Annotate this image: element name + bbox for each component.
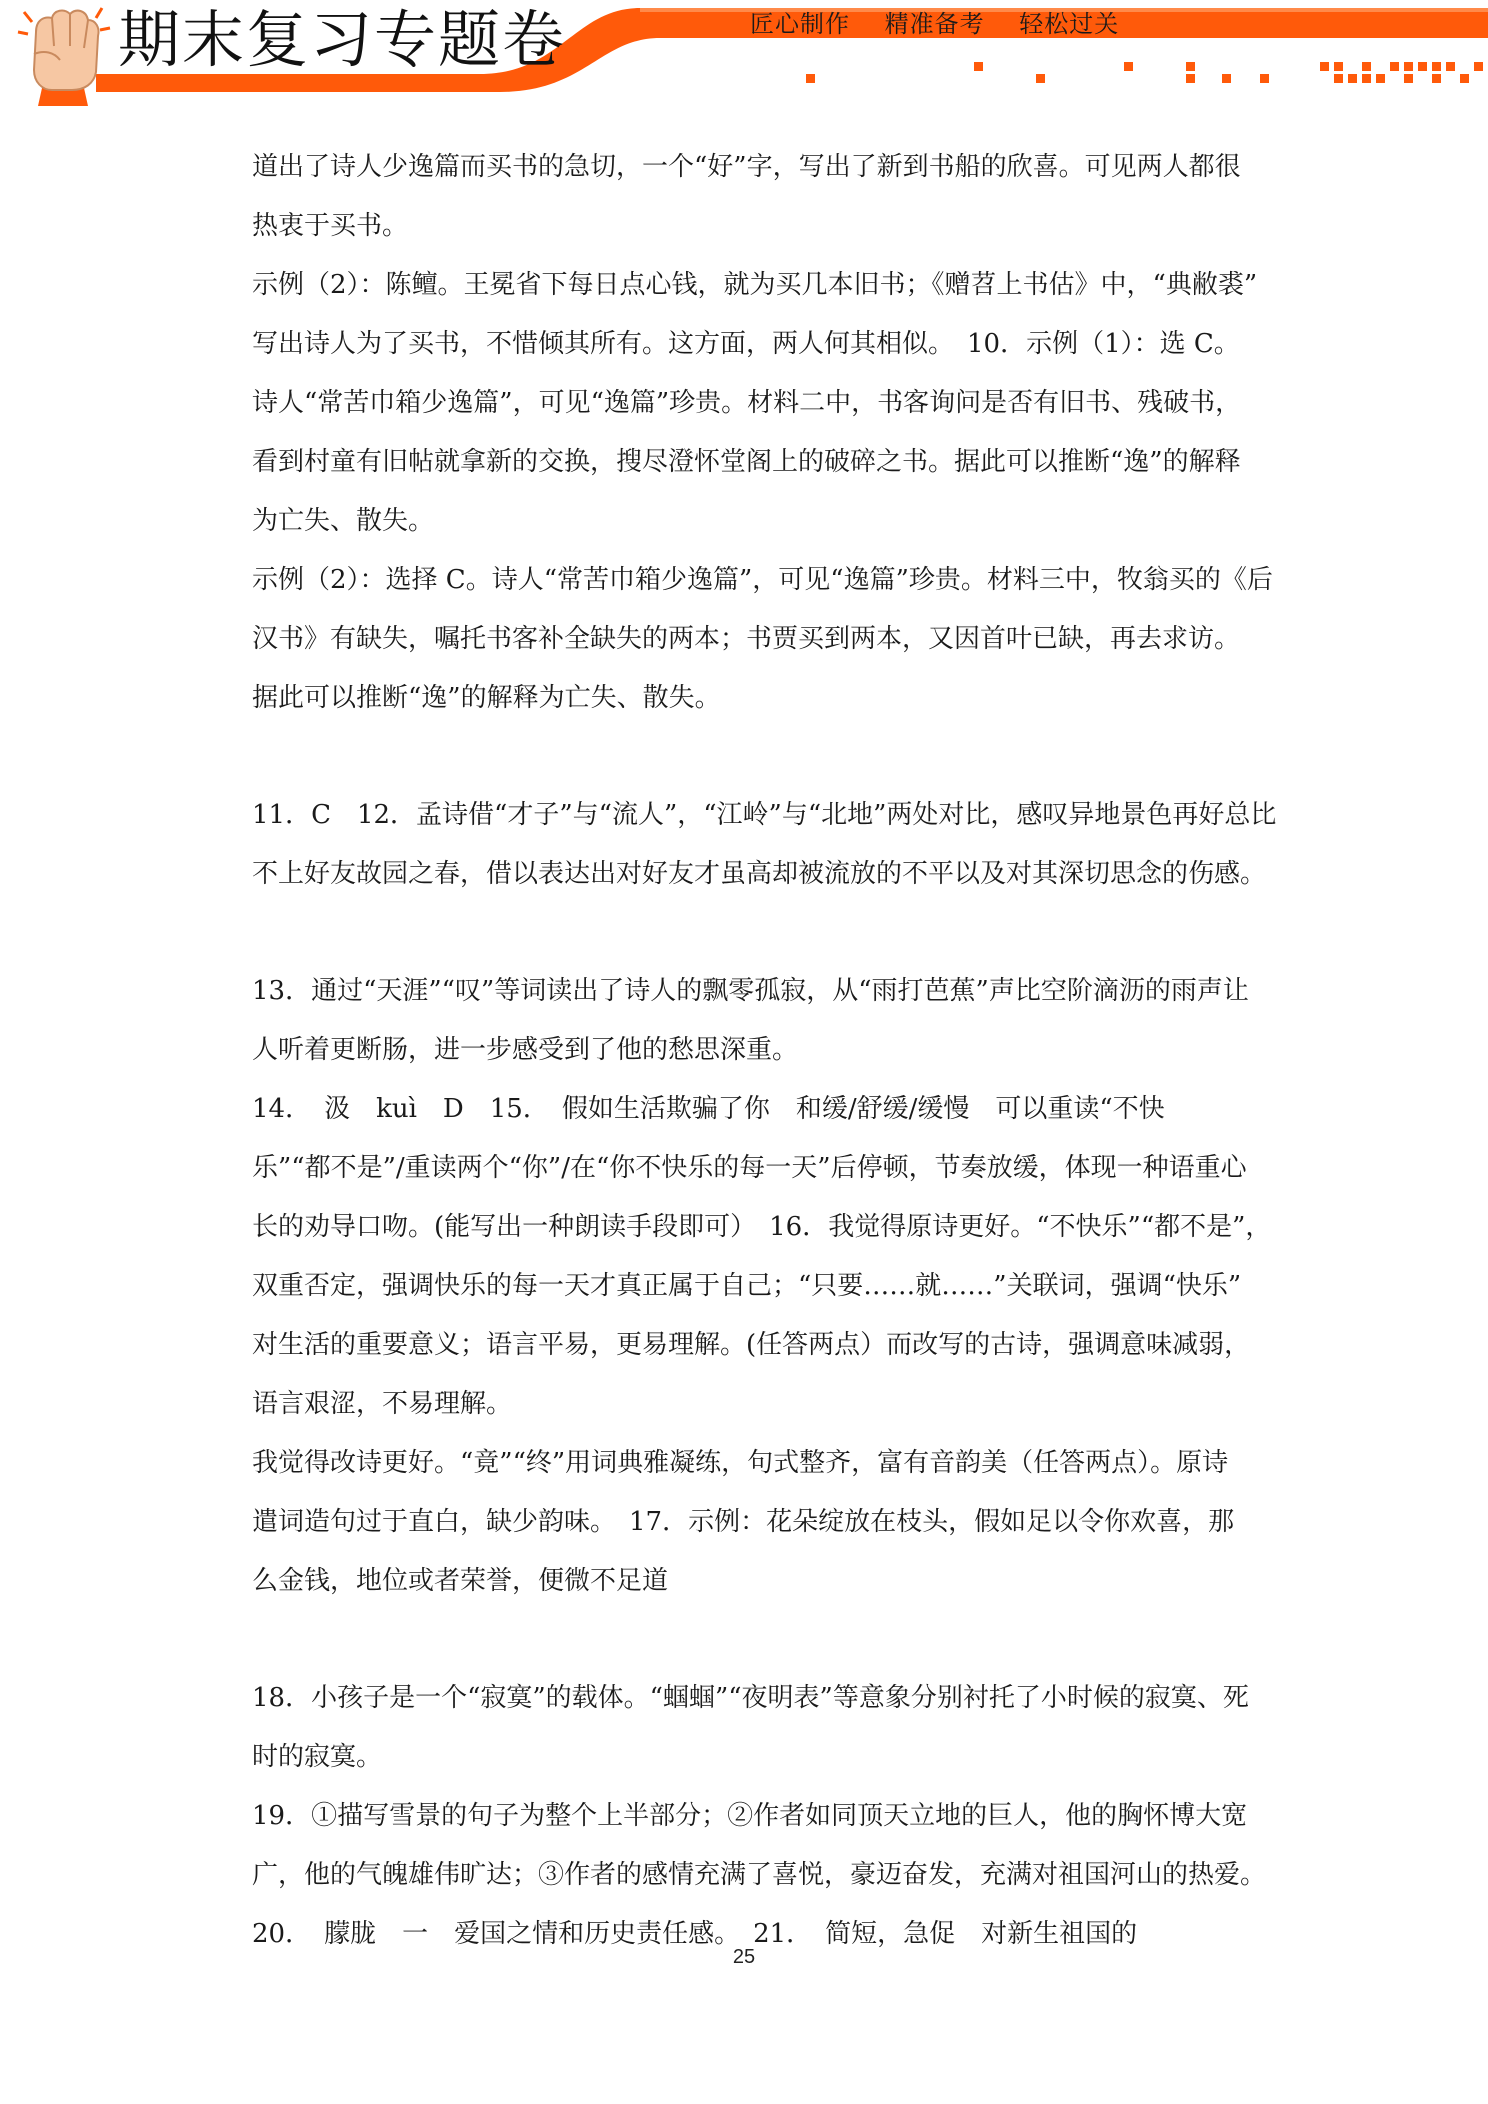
fist-icon bbox=[14, 2, 114, 106]
text-line: 示例（2）：选择 C。诗人“常苦巾箱少逸篇”，可见“逸篇”珍贵。材料三中，牧翁买的《后 bbox=[252, 565, 1273, 595]
text-line: 据此可以推断“逸”的解释为亡失、散失。 bbox=[252, 683, 721, 713]
text-line: 么金钱，地位或者荣誉，便微不足道 bbox=[252, 1566, 669, 1596]
text-line: 19．①描写雪景的句子为整个上半部分；②作者如同顶天立地的巨人，他的胸怀博大宽 bbox=[252, 1801, 1248, 1831]
text-line: 11．C 12．孟诗借“才子”与“流人”，“江岭”与“北地”两处对比，感叹异地景色再好总比 bbox=[252, 800, 1277, 830]
paragraph-gap bbox=[252, 904, 1252, 962]
paragraph-gap bbox=[252, 728, 1252, 786]
header-slogan bbox=[750, 6, 1145, 42]
slogan-item: 轻松过关 bbox=[1019, 10, 1120, 38]
text-line: 道出了诗人少逸篇而买书的急切，一个“好”字，写出了新到书船的欣喜。可见两人都很 bbox=[252, 152, 1241, 182]
text-line: 热衷于买书。 bbox=[252, 211, 409, 241]
slogan-item: 精准备考 bbox=[884, 10, 985, 38]
text-line: 20． 朦胧 一 爱国之情和历史责任感。 21． 简短，急促 对新生祖国的 bbox=[252, 1919, 1138, 1949]
text-line: 长的劝导口吻。(能写出一种朗读手段即可） 16．我觉得原诗更好。“不快乐”“都不是”， bbox=[252, 1212, 1272, 1242]
text-line: 乐”“都不是”/重读两个“你”/在“你不快乐的每一天”后停顿，节奏放缓，体现一种语重心 bbox=[252, 1153, 1247, 1183]
text-line: 汉书》有缺失，嘱托书客补全缺失的两本；书贾买到两本，又因首叶已缺，再去求访。 bbox=[252, 624, 1241, 654]
text-line: 语言艰涩，不易理解。 bbox=[252, 1389, 513, 1419]
text-line: 写出诗人为了买书，不惜倾其所有。这方面，两人何其相似。 10．示例（1）：选 C。 bbox=[252, 329, 1240, 359]
text-line: 对生活的重要意义；语言平易，更易理解。(任答两点）而改写的古诗，强调意味减弱， bbox=[252, 1330, 1251, 1360]
text-line: 遣词造句过于直白，缺少韵味。 17．示例：花朵绽放在枝头，假如足以令你欢喜，那 bbox=[252, 1507, 1235, 1537]
text-line: 我觉得改诗更好。“竟”“终”用词典雅凝练，句式整齐，富有音韵美（任答两点）。原诗 bbox=[252, 1448, 1229, 1478]
paragraph-gap bbox=[252, 1611, 1252, 1669]
text-line: 广，他的气魄雄伟旷达；③作者的感情充满了喜悦，豪迈奋发，充满对祖国河山的热爱。 bbox=[252, 1860, 1267, 1890]
page-title: 期末复习专题卷 bbox=[118, 3, 567, 76]
text-line: 双重否定，强调快乐的每一天才真正属于自己；“只要……就……”关联词，强调“快乐” bbox=[252, 1271, 1242, 1301]
page-header bbox=[0, 0, 1488, 110]
text-line: 14． 汲 kuì D 15． 假如生活欺骗了你 和缓/舒缓/缓慢 可以重读“不快 bbox=[252, 1094, 1165, 1124]
text-line: 不上好友故园之春，借以表达出对好友才虽高却被流放的不平以及对其深切思念的伤感。 bbox=[252, 859, 1267, 889]
text-line: 18．小孩子是一个“寂寞”的载体。“蝈蝈”“夜明表”等意象分别衬托了小时候的寂寞、死 bbox=[252, 1683, 1249, 1713]
text-line: 诗人“常苦巾箱少逸篇”，可见“逸篇”珍贵。材料二中，书客询问是否有旧书、残破书， bbox=[252, 388, 1242, 418]
text-line: 为亡失、散失。 bbox=[252, 506, 435, 536]
text-line: 13．通过“天涯”“叹”等词读出了诗人的飘零孤寂，从“雨打芭蕉”声比空阶滴沥的雨声让 bbox=[252, 976, 1249, 1006]
page-number: 25 bbox=[732, 1946, 756, 1968]
text-line: 时的寂寞。 bbox=[252, 1742, 383, 1772]
text-line: 示例（2）：陈鳣。王冕省下每日点心钱，就为买几本旧书；《赠苕上书估》中，“典敝裘” bbox=[252, 270, 1258, 300]
slogan-item: 匠心制作 bbox=[750, 10, 850, 38]
text-line: 人听着更断肠，进一步感受到了他的愁思深重。 bbox=[252, 1035, 799, 1065]
answer-text bbox=[252, 138, 1277, 1964]
text-line: 看到村童有旧帖就拿新的交换，搜尽澄怀堂阁上的破碎之书。据此可以推断“逸”的解释 bbox=[252, 447, 1241, 477]
